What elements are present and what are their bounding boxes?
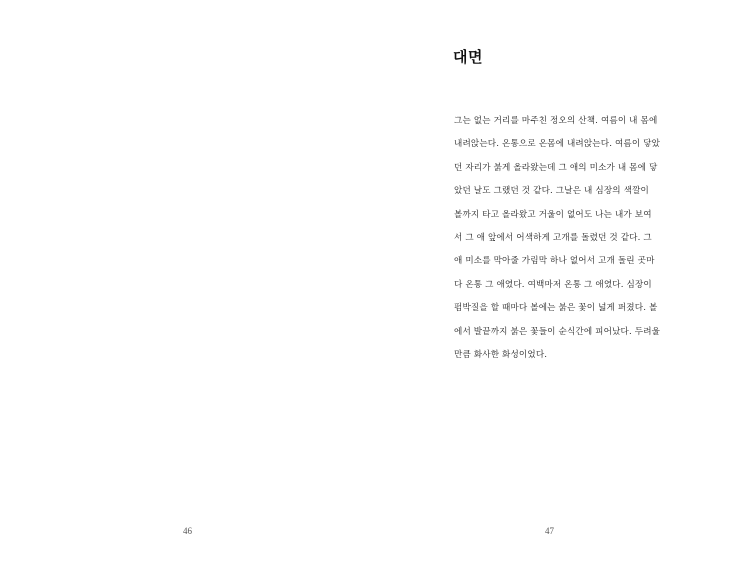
text-line: 다 온통 그 애였다. 여백마저 온통 그 애였다. 심장이 xyxy=(454,279,652,290)
text-line: 에서 발끝까지 붉은 꽃들이 순식간에 피어났다. 두려울 xyxy=(454,326,661,337)
right-page xyxy=(370,0,740,572)
chapter-title: 대면 xyxy=(453,48,483,66)
text-line: 그는 없는 거리를 마주친 정오의 산책. 여름이 내 몸에 xyxy=(454,116,658,126)
right-page-number: 47 xyxy=(545,526,554,536)
text-line: 았던 날도 그랬던 것 같다. 그날은 내 심장의 색깔이 xyxy=(454,186,649,197)
body-text xyxy=(454,110,692,367)
text-line: 던 자리가 붉게 올라왔는데 그 애의 미소가 내 몸에 닿 xyxy=(454,162,658,173)
text-line: 애 미소를 막아줄 가림막 하나 없어서 고개 돌린 곳마 xyxy=(454,256,655,267)
text-line: 서 그 애 앞에서 어색하게 고개를 돌렸던 것 같다. 그 xyxy=(454,232,652,243)
left-page-number: 46 xyxy=(183,526,192,536)
text-line: 내려앉는다. 온통으로 온몸에 내려앉는다. 여름이 닿았 xyxy=(454,139,661,150)
text-line: 펌박질을 할 때마다 볼에는 붉은 꽃이 넓게 퍼졌다. 볼 xyxy=(454,303,658,314)
text-line: 볼까지 타고 올라왔고 거울이 없어도 나는 내가 보여 xyxy=(454,209,652,220)
text-line: 만큼 화사한 화성이었다. xyxy=(454,349,548,360)
